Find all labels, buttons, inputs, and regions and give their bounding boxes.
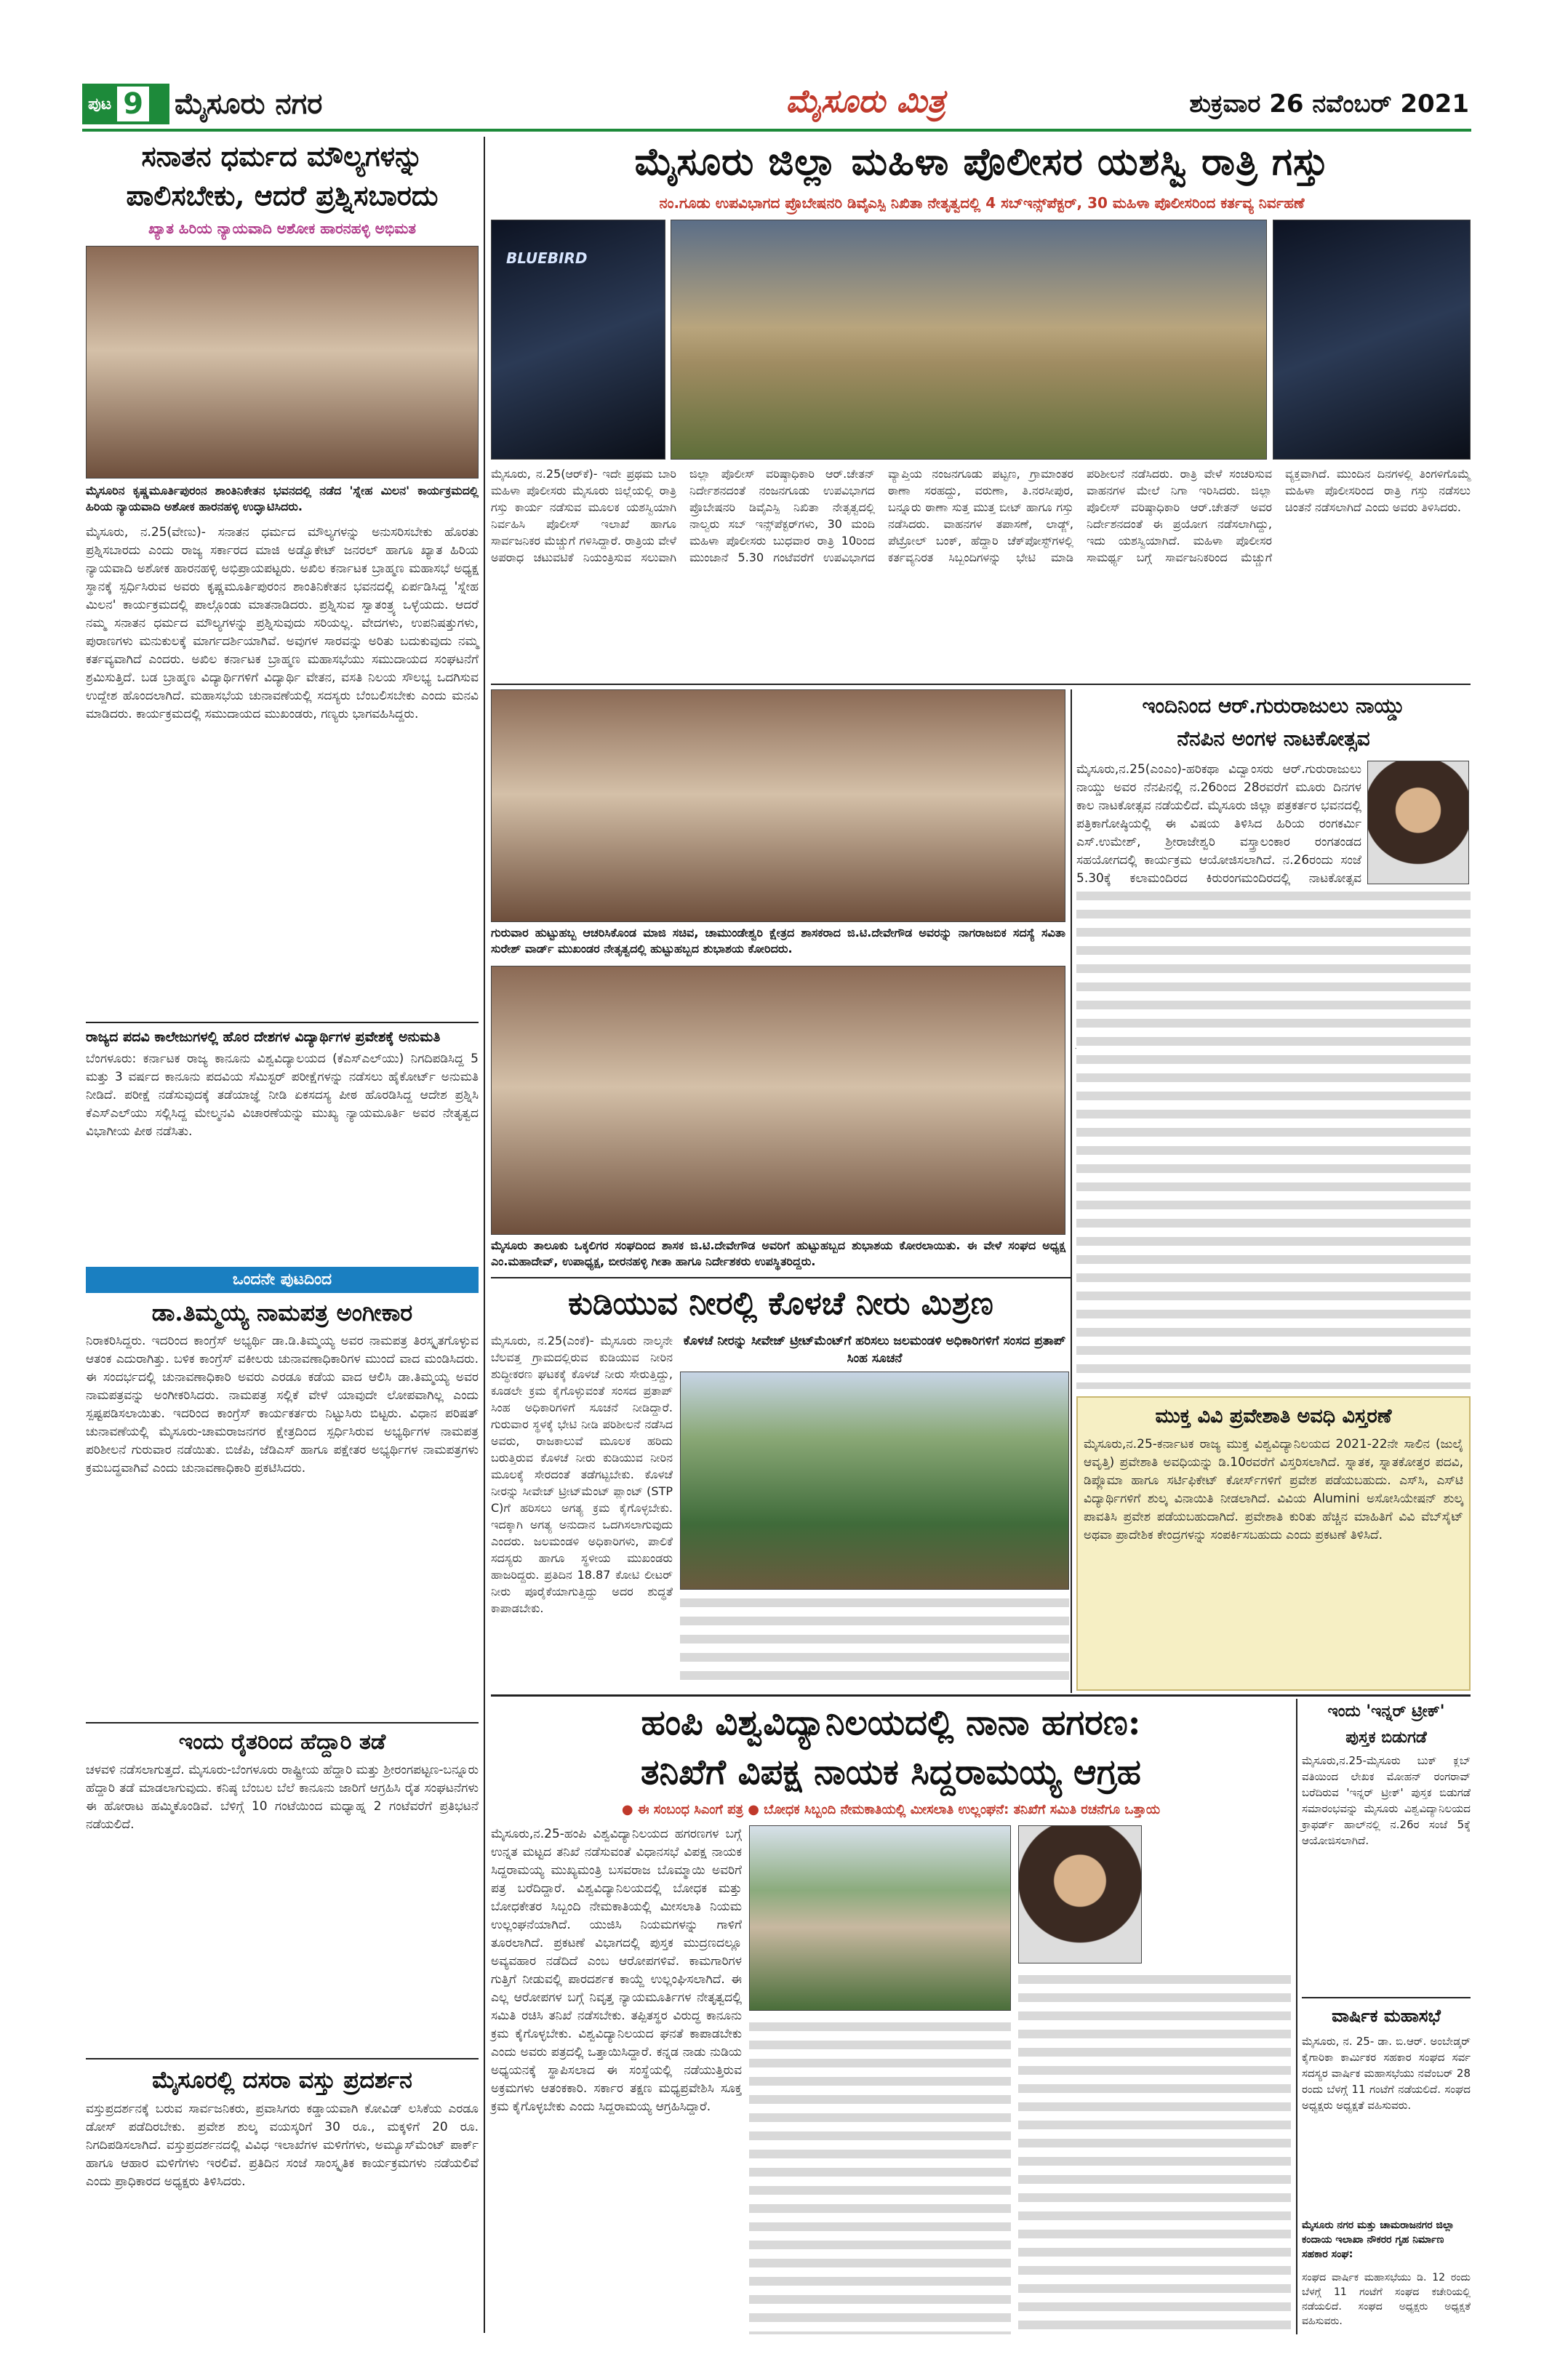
hampi-body-cont-2 — [1018, 1971, 1291, 2334]
checkpoint-photo — [1273, 220, 1471, 460]
left-subhead: ಖ್ಯಾತ ಹಿರಿಯ ನ್ಯಾಯವಾದಿ ಅಶೋಕ ಹಾರನಹಳ್ಳಿ ಅಭಿಮತ — [148, 220, 417, 237]
page-number: 9 — [117, 87, 149, 121]
hampi-headline-1: ಹಂಪಿ ವಿಶ್ವವಿದ್ಯಾನಿಲಯದಲ್ಲಿ ನಾನಾ ಹಗರಣ: — [641, 1702, 1141, 1743]
hampi-strap: ● ಈ ಸಂಬಂಧ ಸಿಎಂಗೆ ಪತ್ರ ● ಬೋಧಕ ಸಿಬ್ಬಂದಿ ನೇಮಕಾತಿಯಲ್ಲಿ ಮೀಸಲಾತಿ ಉಲ್ಲಂಘನೆ: ತನಿಖೆಗೆ ಸಮಿತಿ ರಚನೆಗೂ ಒತ್ತಾಯ — [621, 1802, 1161, 1817]
permission-body: ಬೆಂಗಳೂರು: ಕರ್ನಾಟಕ ರಾಜ್ಯ ಕಾನೂನು ವಿಶ್ವವಿದ್ಯಾಲಯದ (ಕೆಎಸ್‌ಎಲ್‌ಯು) ನಿಗದಿಪಡಿಸಿದ್ದ 5 ಮತ್ತು 3 ವರ್ಷದ ಕಾನೂನು ಪದವಿಯ ಸೆಮಿಸ್ಟರ್ ಪರೀಕ್ಷೆಗಳನ್ನು ನಡೆಸಲು ಹೈಕೋರ್ಟ್ ಅನುಮತಿ ನೀಡಿದೆ. ಪರೀಕ್ಷೆ ನಡೆಸುವುದಕ್ಕೆ ತಡೆಯಾಜ್ಞೆ ನೀಡಿ ಏಕಸದಸ್ಯ ಪೀಠ ಹೊರಡಿಸಿದ್ದ ಆದೇಶ ಪ್ರಶ್ನಿಸಿ ಕೆಎಸ್‌ಎಲ್‌ಯು ಸಲ್ಲಿಸಿದ್ದ ಮೇಲ್ಮನವಿ ವಿಚಾರಣೆಯನ್ನು ಮುಖ್ಯ ನ್ಯಾಯಮೂರ್ತಿ ಅವರ ನೇತೃತ್ವದ ವಿಭಾಗೀಯ ಪೀಠ ನಡೆಸಿತು. — [86, 1052, 479, 1139]
page-number-box — [82, 84, 169, 124]
hampi-body-cont — [749, 2018, 1011, 2334]
water-photo-caption: ಕೊಳಚೆ ನೀರನ್ನು ಸೀವೇಜ್ ಟ್ರೀಟ್‌ಮೆಂಟ್‌ಗೆ ಹರಿಸಲು ಜಲಮಂಡಳಿ ಅಧಿಕಾರಿಗಳಿಗೆ ಸಂಸದ ಪ್ರತಾಪ್ ಸಿಂಹ ಸೂಚನೆ — [683, 1334, 1066, 1366]
police-article-body: ಮೈಸೂರು, ನ.25(ಆರ್‌ಕೆ)- ಇದೇ ಪ್ರಥಮ ಬಾರಿ ಮಹಿಳಾ ಪೊಲೀಸರು ಮೈಸೂರು ಜಿಲ್ಲೆಯಲ್ಲಿ ರಾತ್ರಿ ಗಸ್ತು ಕಾರ್ಯ ನಡೆಸುವ ಮೂಲಕ ಯಶಸ್ವಿಯಾಗಿ ನಿರ್ವಹಿಸಿ ಪೊಲೀಸ್ ಇಲಾಖೆ ಹಾಗೂ ಸಾರ್ವಜನಿಕರ ಮೆಚ್ಚುಗೆ ಗಳಿಸಿದ್ದಾರೆ. ರಾತ್ರಿಯ ವೇಳೆ ಅಪರಾಧ ಚಟುವಟಿಕೆ ನಿಯಂತ್ರಿಸುವ ಸಲುವಾಗಿ ಜಿಲ್ಲಾ ಪೊಲೀಸ್ ವರಿಷ್ಠಾಧಿಕಾರಿ ಆರ್.ಚೇತನ್ ನಿರ್ದೇಶನದಂತೆ ನಂಜನಗೂಡು ಉಪವಿಭಾಗದ ಪ್ರೊಬೇಷನರಿ ಡಿವೈಎಸ್ಪಿ ನಿಖಿತಾ ನೇತೃತ್ವದಲ್ಲಿ ನಾಲ್ವರು ಸಬ್ ಇನ್ಸ್‌ಪೆಕ್ಟರ್‌ಗಳು, 30 ಮಂದಿ ಮಹಿಳಾ ಪೊಲೀಸರು ಬುಧವಾರ ರಾತ್ರಿ 10ರಿಂದ ಮುಂಜಾನೆ 5.30 ಗಂಟೆವರೆಗೆ ಉಪವಿಭಾಗದ ವ್ಯಾಪ್ತಿಯ ನಂಜನಗೂಡು ಪಟ್ಟಣ, ಗ್ರಾಮಾಂತರ ಠಾಣಾ ಸರಹದ್ದು, ವರುಣಾ, ತಿ.ನರಸೀಪುರ, ಬನ್ನೂರು ಠಾಣಾ ಸುತ್ತ ಮುತ್ತ ಬೀಟ್ ಹಾಗೂ ಗಸ್ತು ನಡೆಸಿದರು. ವಾಹನಗಳ ತಪಾಸಣೆ, ಲಾಡ್ಜ್, ಪೆಟ್ರೋಲ್ ಬಂಕ್, ಹೆದ್ದಾರಿ ಚೆಕ್‌ಪೋಸ್ಟ್‌ಗಳಲ್ಲಿ ಕರ್ತವ್ಯನಿರತ ಸಿಬ್ಬಂದಿಗಳನ್ನು ಭೇಟಿ ಮಾಡಿ ಪರಿಶೀಲನೆ ನಡೆಸಿದರು. ರಾತ್ರಿ ವೇಳೆ ಸಂಚರಿಸುವ ವಾಹನಗಳ ಮೇಲೆ ನಿಗಾ ಇರಿಸಿದರು. ಜಿಲ್ಲಾ ಪೊಲೀಸ್ ವರಿಷ್ಠಾಧಿಕಾರಿ ಆರ್.ಚೇತನ್ ಅವರ ನಿರ್ದೇಶನದಂತೆ ಈ ಪ್ರಯೋಗ ನಡೆಸಲಾಗಿದ್ದು, ಇದು ಯಶಸ್ವಿಯಾಗಿದೆ. ಮಹಿಳಾ ಪೊಲೀಸರ ಸಾಮರ್ಥ್ಯ ಬಗ್ಗೆ ಸಾರ್ವಜನಿಕರಿಂದ ಮೆಚ್ಚುಗೆ ವ್ಯಕ್ತವಾಗಿದೆ. ಮುಂದಿನ ದಿನಗಳಲ್ಲಿ ತಿಂಗಳಿಗೊಮ್ಮೆ ಮಹಿಳಾ ಪೊಲೀಸರಿಂದ ರಾತ್ರಿ ಗಸ್ತು ನಡೆಸಲು ಚಿಂತನೆ ನಡೆಸಲಾಗಿದೆ ಎಂದು ಅವರು ತಿಳಿಸಿದರು. — [491, 467, 1471, 564]
agm-body: ಮೈಸೂರು, ನ. 25- ಡಾ. ಬಿ.ಆರ್. ಅಂಬೇಡ್ಕರ್ ಕೈಗಾರಿಕಾ ಕಾರ್ಮಿಕರ ಸಹಕಾರ ಸಂಘದ ಸರ್ವ ಸದಸ್ಯರ ವಾರ್ಷಿಕ ಮಹಾಸಭೆಯು ನವೆಂಬರ್ 28 ರಂದು ಬೆಳಗ್ಗೆ 11 ಗಂಟೆಗೆ ನಡೆಯಲಿದೆ. ಸಂಘದ ಅಧ್ಯಕ್ಷರು ಅಧ್ಯಕ್ಷತೆ ವಹಿಸುವರು. — [1302, 2035, 1471, 2112]
agm-headline: ವಾರ್ಷಿಕ ಮಹಾಸಭೆ — [1332, 2005, 1441, 2026]
hampi-headline-2: ತನಿಖೆಗೆ ವಿಪಕ್ಷ ನಾಯಕ ಸಿದ್ದರಾಮಯ್ಯ ಆಗ್ರಹ — [641, 1752, 1141, 1793]
police-subhead: ನಂ.ಗೂಡು ಉಪವಿಭಾಗದ ಪ್ರೊಬೇಷನರಿ ಡಿವೈಎಸ್ಪಿ ನಿಖಿತಾ ನೇತೃತ್ವದಲ್ಲಿ 4 ಸಬ್‌ಇನ್ಸ್‌ಪೆಕ್ಟರ್, 30 ಮಹಿಳಾ ಪೊಲೀಸರಿಂದ ಕರ್ತವ್ಯ ನಿರ್ವಹಣೆ — [659, 194, 1305, 212]
highway-headline: ಇಂದು ರೈತರಿಂದ ಹೆದ್ದಾರಿ ತಡೆ — [178, 1729, 386, 1755]
artist-portrait — [1367, 761, 1469, 884]
newspaper-logo: ಮೈಸೂರು ಮಿತ್ರ — [785, 83, 945, 120]
police-rule — [491, 684, 1471, 685]
column-divider — [484, 137, 485, 2333]
dasara-body: ವಸ್ತುಪ್ರದರ್ಶನಕ್ಕೆ ಬರುವ ಸಾರ್ವಜನಿಕರು, ಪ್ರವಾಸಿಗರು ಕಡ್ಡಾಯವಾಗಿ ಕೋವಿಡ್ ಲಸಿಕೆಯ ಎರಡೂ ಡೋಸ್ ಪಡೆದಿರಬೇಕು. ಪ್ರವೇಶ ಶುಲ್ಕ ವಯಸ್ಕರಿಗೆ 30 ರೂ., ಮಕ್ಕಳಿಗೆ 20 ರೂ. ನಿಗದಿಪಡಿಸಲಾಗಿದೆ. ವಸ್ತುಪ್ರದರ್ಶನದಲ್ಲಿ ವಿವಿಧ ಇಲಾಖೆಗಳ ಮಳಿಗೆಗಳು, ಅಮ್ಯೂಸ್‌ಮೆಂಟ್ ಪಾರ್ಕ್ ಹಾಗೂ ಆಹಾರ ಮಳಿಗೆಗಳು ಇರಲಿವೆ. ಪ್ರತಿದಿನ ಸಂಜೆ ಸಾಂಸ್ಕೃತಿಕ ಕಾರ್ಯಕ್ರಮಗಳು ನಡೆಯಲಿವೆ ಎಂದು ಪ್ರಾಧಿಕಾರದ ಅಧ್ಯಕ್ಷರು ತಿಳಿಸಿದರು. — [86, 2102, 479, 2189]
water-headline: ಕುಡಿಯುವ ನೀರಲ್ಲಿ ಕೊಳಚೆ ನೀರು ಮಿಶ್ರಣ — [568, 1285, 993, 1322]
birthday-photo-2 — [491, 966, 1065, 1235]
book-headline-1: ಇಂದು 'ಇನ್ನರ್ ಟ್ರೀಕ್' — [1327, 1702, 1445, 1721]
masthead-rule — [82, 129, 1471, 132]
police-team-photo — [671, 220, 1267, 460]
theatre-body-cont — [1076, 887, 1471, 1389]
theatre-headline-2: ನೆನಪಿನ ಅಂಗಳ ನಾಟಕೋತ್ಸವ — [1177, 726, 1370, 750]
siddaramaiah-photo — [1018, 1825, 1142, 1963]
book-body: ಮೈಸೂರು,ನ.25-ಮೈಸೂರು ಬುಕ್ ಕ್ಲಬ್ ವತಿಯಿಂದ ಲೇಖಕ ಮೋಹನ್ ರಂಗರಾವ್ ಬರೆದಿರುವ 'ಇನ್ನರ್ ಟ್ರೀಕ್' ಪುಸ್ತಕ ಬಿಡುಗಡೆ ಸಮಾರಂಭವನ್ನು ಮೈಸೂರು ವಿಶ್ವವಿದ್ಯಾನಿಲಯದ ಕ್ರಾಫರ್ಡ್ ಹಾಲ್‌ನಲ್ಲಿ ನ.26ರ ಸಂಜೆ 5ಕ್ಕೆ ಆಯೋಜಿಸಲಾಗಿದೆ. — [1302, 1754, 1471, 1847]
hampi-body: ಮೈಸೂರು,ನ.25-ಹಂಪಿ ವಿಶ್ವವಿದ್ಯಾನಿಲಯದ ಹಗರಣಗಳ ಬಗ್ಗೆ ಉನ್ನತ ಮಟ್ಟದ ತನಿಖೆ ನಡೆಸುವಂತೆ ವಿಧಾನಸಭೆ ವಿಪಕ್ಷ ನಾಯಕ ಸಿದ್ದರಾಮಯ್ಯ ಮುಖ್ಯಮಂತ್ರಿ ಬಸವರಾಜ ಬೊಮ್ಮಾಯಿ ಅವರಿಗೆ ಪತ್ರ ಬರೆದಿದ್ದಾರೆ. ವಿಶ್ವವಿದ್ಯಾನಿಲಯದಲ್ಲಿ ಬೋಧಕ ಮತ್ತು ಬೋಧಕೇತರ ಸಿಬ್ಬಂದಿ ನೇಮಕಾತಿಯಲ್ಲಿ ಮೀಸಲಾತಿ ನಿಯಮ ಉಲ್ಲಂಘನೆಯಾಗಿದೆ. ಯುಜಿಸಿ ನಿಯಮಗಳನ್ನು ಗಾಳಿಗೆ ತೂರಲಾಗಿದೆ. ಪ್ರಕಟಣೆ ವಿಭಾಗದಲ್ಲಿ ಪುಸ್ತಕ ಮುದ್ರಣದಲ್ಲೂ ಅವ್ಯವಹಾರ ನಡೆದಿದೆ ಎಂಬ ಆರೋಪಗಳಿವೆ. ಕಾಮಗಾರಿಗಳ ಗುತ್ತಿಗೆ ನೀಡುವಲ್ಲಿ ಪಾರದರ್ಶಕ ಕಾಯ್ದೆ ಉಲ್ಲಂಘಿಸಲಾಗಿದೆ. ಈ ಎಲ್ಲ ಆರೋಪಗಳ ಬಗ್ಗೆ ನಿವೃತ್ತ ನ್ಯಾಯಮೂರ್ತಿಗಳ ನೇತೃತ್ವದಲ್ಲಿ ಸಮಿತಿ ರಚಿಸಿ ತನಿಖೆ ನಡೆಸಬೇಕು. ತಪ್ಪಿತಸ್ಥರ ವಿರುದ್ಧ ಕಾನೂನು ಕ್ರಮ ಕೈಗೊಳ್ಳಬೇಕು. ವಿಶ್ವವಿದ್ಯಾನಿಲಯದ ಘನತೆ ಕಾಪಾಡಬೇಕು ಎಂದು ಅವರು ಪತ್ರದಲ್ಲಿ ಒತ್ತಾಯಿಸಿದ್ದಾರೆ. ಕನ್ನಡ ನಾಡು ನುಡಿಯ ಅಧ್ಯಯನಕ್ಕೆ ಸ್ಥಾಪಿಸಲಾದ ಈ ಸಂಸ್ಥೆಯಲ್ಲಿ ನಡೆಯುತ್ತಿರುವ ಅಕ್ರಮಗಳು ಆತಂಕಕಾರಿ. ಸರ್ಕಾರ ತಕ್ಷಣ ಮಧ್ಯಪ್ರವೇಶಿಸಿ ಸೂಕ್ತ ಕ್ರಮ ಕೈಗೊಳ್ಳಬೇಕು ಎಂದು ಸಿದ್ದರಾಮಯ್ಯ ಆಗ್ರಹಿಸಿದ್ದಾರೆ. — [491, 1827, 742, 2114]
book-headline-2: ಪುಸ್ತಕ ಬಿಡುಗಡೆ — [1345, 1728, 1427, 1747]
hampi-university-photo — [749, 1825, 1011, 2011]
theatre-headline-1: ಇಂದಿನಿಂದ ಆರ್.ಗುರುರಾಜುಲು ನಾಯ್ಡು — [1142, 694, 1405, 718]
water-body-cont — [680, 1594, 1069, 1689]
left-rule-3 — [86, 2058, 479, 2059]
theatre-body: ಮೈಸೂರು,ನ.25(ಎಂಎಂ)-ಹರಿಕಥಾ ವಿದ್ವಾಂಸರು ಆರ್.ಗುರುರಾಜುಲು ನಾಯ್ಡು ಅವರ ನೆನಪಿನಲ್ಲಿ ನ.26ರಿಂದ 28ರವರೆಗೆ ಮೂರು ದಿನಗಳ ಕಾಲ ನಾಟಕೋತ್ಸವ ನಡೆಯಲಿದೆ. ಮೈಸೂರು ಜಿಲ್ಲಾ ಪತ್ರಕರ್ತರ ಭವನದಲ್ಲಿ ಪತ್ರಿಕಾಗೋಷ್ಠಿಯಲ್ಲಿ ಈ ವಿಷಯ ತಿಳಿಸಿದ ಹಿರಿಯ ರಂಗಕರ್ಮಿ ಎಸ್.ಉಮೇಶ್, ಶ್ರೀರಾಜೇಶ್ವರಿ ವಸ್ತ್ರಾಲಂಕಾರ ರಂಗತಂಡದ ಸಹಯೋಗದಲ್ಲಿ ಕಾರ್ಯಕ್ರಮ ಆಯೋಜಿಸಲಾಗಿದೆ. ನ.26ರಂದು ಸಂಜೆ 5.30ಕ್ಕೆ ಕಲಾಮಂದಿರದ ಕಿರುರಂಗಮಂದಿರದಲ್ಲಿ ನಾಟಕೋತ್ಸವ — [1076, 762, 1361, 886]
page-label: ಪುಟ — [88, 95, 112, 113]
night-patrol-photo — [491, 220, 665, 460]
left-headline: ಸನಾತನ ಧರ್ಮದ ಮೌಲ್ಯಗಳನ್ನು ಪಾಲಿಸಬೇಕು, ಆದರೆ ಪ್ರಶ್ನಿಸಬಾರದು — [126, 140, 439, 212]
hampi-rule — [491, 1694, 1471, 1697]
left-rule-2 — [86, 1722, 479, 1724]
front-page-flag: ಒಂದನೇ ಪುಟದಿಂದ — [86, 1267, 479, 1293]
event-photo-caption: ಮೈಸೂರಿನ ಕೃಷ್ಣಮೂರ್ತಿಪುರಂನ ಶಾಂತಿನಿಕೇತನ ಭವನದಲ್ಲಿ ನಡೆದ 'ಸ್ನೇಹ ಮಿಲನ' ಕಾರ್ಯಕ್ರಮದಲ್ಲಿ ಹಿರಿಯ ನ್ಯಾಯವಾದಿ ಅಶೋಕ ಹಾರನಹಳ್ಳಿ ಉದ್ಘಾಟಿಸಿದರು. — [86, 484, 479, 513]
housing-society-body: ಸಂಘದ ವಾರ್ಷಿಕ ಮಹಾಸಭೆಯು ಡಿ. 12 ರಂದು ಬೆಳಗ್ಗೆ 11 ಗಂಟೆಗೆ ಸಂಘದ ಕಚೇರಿಯಲ್ಲಿ ನಡೆಯಲಿದೆ. ಸಂಘದ ಅಧ್ಯಕ್ಷರು ಅಧ್ಯಕ್ಷತೆ ವಹಿಸುವರು. — [1302, 2272, 1471, 2327]
event-photo — [86, 246, 479, 479]
highway-body: ಚಳವಳಿ ನಡೆಸಲಾಗುತ್ತದೆ. ಮೈಸೂರು-ಬೆಂಗಳೂರು ರಾಷ್ಟ್ರೀಯ ಹೆದ್ದಾರಿ ಮತ್ತು ಶ್ರೀರಂಗಪಟ್ಟಣ-ಬನ್ನೂರು ಹೆದ್ದಾರಿ ತಡೆ ಮಾಡಲಾಗುವುದು. ಕನಿಷ್ಠ ಬೆಂಬಲ ಬೆಲೆ ಕಾನೂನು ಜಾರಿಗೆ ಆಗ್ರಹಿಸಿ ರೈತ ಸಂಘಟನೆಗಳು ಈ ಹೋರಾಟ ಹಮ್ಮಿಕೊಂಡಿವೆ. ಬೆಳಿಗ್ಗೆ 10 ಗಂಟೆಯಿಂದ ಮಧ್ಯಾಹ್ನ 2 ಗಂಟೆವರೆಗೆ ಪ್ರತಿಭಟನೆ ನಡೆಯಲಿದೆ. — [86, 1763, 479, 1832]
bus-sign: BLUEBIRD — [506, 249, 588, 267]
university-body: ಮೈಸೂರು,ನ.25-ಕರ್ನಾಟಕ ರಾಜ್ಯ ಮುಕ್ತ ವಿಶ್ವವಿದ್ಯಾನಿಲಯದ 2021-22ನೇ ಸಾಲಿನ (ಜುಲೈ ಆವೃತ್ತಿ) ಪ್ರವೇಶಾತಿ ಅವಧಿಯನ್ನು ಡಿ.10ರವರೆಗೆ ವಿಸ್ತರಿಸಲಾಗಿದೆ. ಸ್ನಾತಕ, ಸ್ನಾತಕೋತ್ತರ ಪದವಿ, ಡಿಪ್ಲೊಮಾ ಹಾಗೂ ಸರ್ಟಿಫಿಕೇಟ್ ಕೋರ್ಸ್‌ಗಳಿಗೆ ಪ್ರವೇಶ ಪಡೆಯಬಹುದು. ಎಸ್‌ಸಿ, ಎಸ್‌ಟಿ ವಿದ್ಯಾರ್ಥಿಗಳಿಗೆ ಶುಲ್ಕ ವಿನಾಯಿತಿ ನೀಡಲಾಗಿದೆ. ವಿವಿಯ Alumini ಅಸೋಸಿಯೇಷನ್ ಶುಲ್ಕ ಪಾವತಿಸಿ ಪ್ರವೇಶ ಪಡೆಯಬಹುದಾಗಿದೆ. ಪ್ರವೇಶಾತಿ ಕುರಿತು ಹೆಚ್ಚಿನ ಮಾಹಿತಿಗೆ ವಿವಿ ವೆಬ್‌ಸೈಟ್ ಅಥವಾ ಪ್ರಾದೇಶಿಕ ಕೇಂದ್ರಗಳನ್ನು ಸಂಪರ್ಕಿಸಬಹುದು ಎಂದು ಪ್ರಕಟಣೆ ತಿಳಿಸಿದೆ. — [1084, 1437, 1463, 1542]
right-divider — [1296, 1699, 1297, 2334]
birthday-caption-2: ಮೈಸೂರು ತಾಲೂಕು ಒಕ್ಕಲಿಗರ ಸಂಘದಿಂದ ಶಾಸಕ ಜಿ.ಟಿ.ದೇವೇಗೌಡ ಅವರಿಗೆ ಹುಟ್ಟುಹಬ್ಬದ ಶುಭಾಶಯ ಕೋರಲಾಯಿತು. ಈ ವೇಳೆ ಸಂಘದ ಅಧ್ಯಕ್ಷ ಎಂ.ಮಹಾದೇವ್, ಉಪಾಧ್ಯಕ್ಷ, ಬೀರನಹಳ್ಳಿ ಗೀತಾ ಹಾಗೂ ನಿರ್ದೇಶಕರು ಉಪಸ್ಥಿತರಿದ್ದರು. — [491, 1238, 1065, 1268]
housing-society-headline: ಮೈಸೂರು ನಗರ ಮತ್ತು ಚಾಮರಾಜನಗರ ಜಿಲ್ಲಾ ಕಂದಾಯ ಇಲಾಖಾ ನೌಕರರ ಗೃಹ ನಿರ್ಮಾಣ ಸಹಕಾರ ಸಂಘ: — [1302, 2219, 1455, 2260]
permission-headline: ರಾಜ್ಯದ ಪದವಿ ಕಾಲೇಜುಗಳಲ್ಲಿ ಹೊರ ದೇಶಗಳ ವಿದ್ಯಾರ್ಥಿಗಳ ಪ್ರವೇಶಕ್ಕೆ ಅನುಮತಿ — [86, 1029, 441, 1045]
birthday-caption-1: ಗುರುವಾರ ಹುಟ್ಟುಹಬ್ಬ ಆಚರಿಸಿಕೊಂಡ ಮಾಜಿ ಸಚಿವ, ಚಾಮುಂಡೇಶ್ವರಿ ಕ್ಷೇತ್ರದ ಶಾಸಕರಾದ ಜಿ.ಟಿ.ದೇವೇಗೌಡ ಅವರನ್ನು ನಾಗರಾಜಬಿಕ ಸದಸ್ಯೆ ಸವಿತಾ ಸುರೇಶ್ ವಾರ್ಡ್ ಮುಖಂಡರ ನೇತೃತ್ವದಲ್ಲಿ ಹುಟ್ಟುಹಬ್ಬದ ಶುಭಾಶಯ ಕೋರಿದರು. — [491, 926, 1065, 956]
sewage-photo — [680, 1372, 1069, 1590]
issue-date: ಶುಕ್ರವಾರ 26 ನವೆಂಬರ್ 2021 — [1189, 89, 1469, 119]
section-title: ಮೈಸೂರು ನಗರ — [175, 87, 323, 121]
birthday-photo-1 — [491, 689, 1065, 922]
left-rule-1 — [86, 1022, 479, 1023]
middle-divider — [1071, 689, 1072, 1693]
university-headline: ಮುಕ್ತ ವಿವಿ ಪ್ರವೇಶಾತಿ ಅವಧಿ ವಿಸ್ತರಣೆ — [1155, 1405, 1392, 1428]
left-article-body: ಮೈಸೂರು, ನ.25(ವೇಣು)- ಸನಾತನ ಧರ್ಮದ ಮೌಲ್ಯಗಳನ್ನು ಅನುಸರಿಸಬೇಕು ಹೊರತು ಪ್ರಶ್ನಿಸಬಾರದು ಎಂದು ರಾಜ್ಯ ಸರ್ಕಾರದ ಮಾಜಿ ಅಡ್ವೊಕೇಟ್ ಜನರಲ್ ಹಾಗೂ ಖ್ಯಾತ ಹಿರಿಯ ನ್ಯಾಯವಾದಿ ಅಶೋಕ ಹಾರನಹಳ್ಳಿ ಅಭಿಪ್ರಾಯಪಟ್ಟರು. ಅಖಿಲ ಕರ್ನಾಟಕ ಬ್ರಾಹ್ಮಣ ಮಹಾಸಭೆ ಅಧ್ಯಕ್ಷ ಸ್ಥಾನಕ್ಕೆ ಸ್ಪರ್ಧಿಸಿರುವ ಅವರು ಕೃಷ್ಣಮೂರ್ತಿಪುರಂನ ಶಾಂತಿನಿಕೇತನ ಭವನದಲ್ಲಿ ಏರ್ಪಡಿಸಿದ್ದ 'ಸ್ನೇಹ ಮಿಲನ' ಕಾರ್ಯಕ್ರಮದಲ್ಲಿ ಪಾಲ್ಗೊಂಡು ಮಾತನಾಡಿದರು. ಪ್ರಶ್ನಿಸುವ ಸ್ವಾತಂತ್ರ್ಯ ಒಳ್ಳೆಯದು. ಆದರೆ ನಮ್ಮ ಸನಾತನ ಧರ್ಮದ ಮೌಲ್ಯಗಳನ್ನು ಪ್ರಶ್ನಿಸುವುದು ಸರಿಯಲ್ಲ. ವೇದಗಳು, ಉಪನಿಷತ್ತುಗಳು, ಪುರಾಣಗಳು ಮನುಕುಲಕ್ಕೆ ಮಾರ್ಗದರ್ಶಿಯಾಗಿವೆ. ಅವುಗಳ ಸಾರವನ್ನು ಅರಿತು ಬದುಕುವುದು ನಮ್ಮ ಕರ್ತವ್ಯವಾಗಿದೆ ಎಂದರು. ಅಖಿಲ ಕರ್ನಾಟಕ ಬ್ರಾಹ್ಮಣ ಮಹಾಸಭೆಯು ಸಮುದಾಯದ ಸಂಘಟನೆಗೆ ಶ್ರಮಿಸುತ್ತಿದೆ. ಬಡ ಬ್ರಾಹ್ಮಣ ವಿದ್ಯಾರ್ಥಿಗಳಿಗೆ ವಿದ್ಯಾರ್ಥಿ ವೇತನ, ವಸತಿ ನಿಲಯ ಸೌಲಭ್ಯ ಒದಗಿಸುವ ಉದ್ದೇಶ ಹೊಂದಲಾಗಿದೆ. ಮಹಾಸಭೆಯ ಚುನಾವಣೆಯಲ್ಲಿ ಸದಸ್ಯರು ಬೆಂಬಲಿಸಬೇಕು ಎಂದು ಮನವಿ ಮಾಡಿದರು. ಕಾರ್ಯಕ್ರಮದಲ್ಲಿ ಸಮುದಾಯದ ಮುಖಂಡರು, ಗಣ್ಯರು ಭಾಗವಹಿಸಿದ್ದರು. — [86, 525, 479, 721]
agm-rule — [1302, 1997, 1471, 1998]
flag-body: ನಿರಾಕರಿಸಿದ್ದರು. ಇದರಿಂದ ಕಾಂಗ್ರೆಸ್ ಅಭ್ಯರ್ಥಿ ಡಾ.ಡಿ.ತಿಮ್ಮಯ್ಯ ಅವರ ನಾಮಪತ್ರ ತಿರಸ್ಕೃತಗೊಳ್ಳುವ ಆತಂಕ ಎದುರಾಗಿತ್ತು. ಬಳಿಕ ಕಾಂಗ್ರೆಸ್ ವಕೀಲರು ಚುನಾವಣಾಧಿಕಾರಿಗಳ ಮುಂದೆ ವಾದ ಮಂಡಿಸಿದರು. ಈ ಸಂದರ್ಭದಲ್ಲಿ ಚುನಾವಣಾಧಿಕಾರಿ ಅವರು ಎರಡೂ ಕಡೆಯ ವಾದ ಆಲಿಸಿ ಡಾ.ತಿಮ್ಮಯ್ಯ ಅವರ ನಾಮಪತ್ರವನ್ನು ಅಂಗೀಕರಿಸಿದರು. ನಾಮಪತ್ರ ಸಲ್ಲಿಕೆ ವೇಳೆ ಯಾವುದೇ ಲೋಪವಾಗಿಲ್ಲ ಎಂದು ಸ್ಪಷ್ಟಪಡಿಸಲಾಯಿತು. ಇದರಿಂದ ಕಾಂಗ್ರೆಸ್ ಕಾರ್ಯಕರ್ತರು ನಿಟ್ಟುಸಿರು ಬಿಟ್ಟರು. ವಿಧಾನ ಪರಿಷತ್ ಚುನಾವಣೆಯಲ್ಲಿ ಮೈಸೂರು-ಚಾಮರಾಜನಗರ ಕ್ಷೇತ್ರದಿಂದ ಸ್ಪರ್ಧಿಸಿರುವ ಅಭ್ಯರ್ಥಿಗಳ ನಾಮಪತ್ರ ಪರಿಶೀಲನೆ ಗುರುವಾರ ನಡೆಯಿತು. ಬಿಜೆಪಿ, ಜೆಡಿಎಸ್ ಹಾಗೂ ಪಕ್ಷೇತರ ಅಭ್ಯರ್ಥಿಗಳ ನಾಮಪತ್ರಗಳು ಕ್ರಮಬದ್ಧವಾಗಿವೆ ಎಂದು ಚುನಾವಣಾಧಿಕಾರಿ ಪ್ರಕಟಿಸಿದರು. — [86, 1334, 479, 1476]
flag-headline: ಡಾ.ತಿಮ್ಮಯ್ಯ ನಾಮಪತ್ರ ಅಂಗೀಕಾರ — [151, 1299, 413, 1326]
water-body: ಮೈಸೂರು, ನ.25(ಎಂಕೆ)- ಮೈಸೂರು ನಾಲ್ಕನೇ ಬೆಲವತ್ತ ಗ್ರಾಮದಲ್ಲಿರುವ ಕುಡಿಯುವ ನೀರಿನ ಶುದ್ಧೀಕರಣ ಘಟಕಕ್ಕೆ ಕೊಳಚೆ ನೀರು ಸೇರುತ್ತಿದ್ದು, ಕೂಡಲೇ ಕ್ರಮ ಕೈಗೊಳ್ಳುವಂತೆ ಸಂಸದ ಪ್ರತಾಪ್ ಸಿಂಹ ಅಧಿಕಾರಿಗಳಿಗೆ ಸೂಚನೆ ನೀಡಿದ್ದಾರೆ. ಗುರುವಾರ ಸ್ಥಳಕ್ಕೆ ಭೇಟಿ ನೀಡಿ ಪರಿಶೀಲನೆ ನಡೆಸಿದ ಅವರು, ರಾಜಕಾಲುವೆ ಮೂಲಕ ಹರಿದು ಬರುತ್ತಿರುವ ಕೊಳಚೆ ನೀರು ಕುಡಿಯುವ ನೀರಿನ ಮೂಲಕ್ಕೆ ಸೇರದಂತೆ ತಡೆಗಟ್ಟಬೇಕು. ಕೊಳಚೆ ನೀರನ್ನು ಸೀವೇಜ್ ಟ್ರೀಟ್‌ಮೆಂಟ್ ಪ್ಲಾಂಟ್ (STP C)ಗೆ ಹರಿಸಲು ಅಗತ್ಯ ಕ್ರಮ ಕೈಗೊಳ್ಳಬೇಕು. ಇದಕ್ಕಾಗಿ ಅಗತ್ಯ ಅನುದಾನ ಒದಗಿಸಲಾಗುವುದು ಎಂದರು. ಜಲಮಂಡಳಿ ಅಧಿಕಾರಿಗಳು, ಪಾಲಿಕೆ ಸದಸ್ಯರು ಹಾಗೂ ಸ್ಥಳೀಯ ಮುಖಂಡರು ಹಾಜರಿದ್ದರು. ಪ್ರತಿದಿನ 18.87 ಕೋಟಿ ಲೀಟರ್ ನೀರು ಪೂರೈಕೆಯಾಗುತ್ತಿದ್ದು ಅದರ ಶುದ್ಧತೆ ಕಾಪಾಡಬೇಕು. — [491, 1334, 673, 1615]
police-headline: ಮೈಸೂರು ಜಿಲ್ಲಾ ಮಹಿಳಾ ಪೊಲೀಸರ ಯಶಸ್ವಿ ರಾತ್ರಿ ಗಸ್ತು — [634, 140, 1329, 184]
water-rule — [491, 1277, 1071, 1278]
dasara-headline: ಮೈಸೂರಲ್ಲಿ ದಸರಾ ವಸ್ತು ಪ್ರದರ್ಶನ — [152, 2066, 412, 2094]
